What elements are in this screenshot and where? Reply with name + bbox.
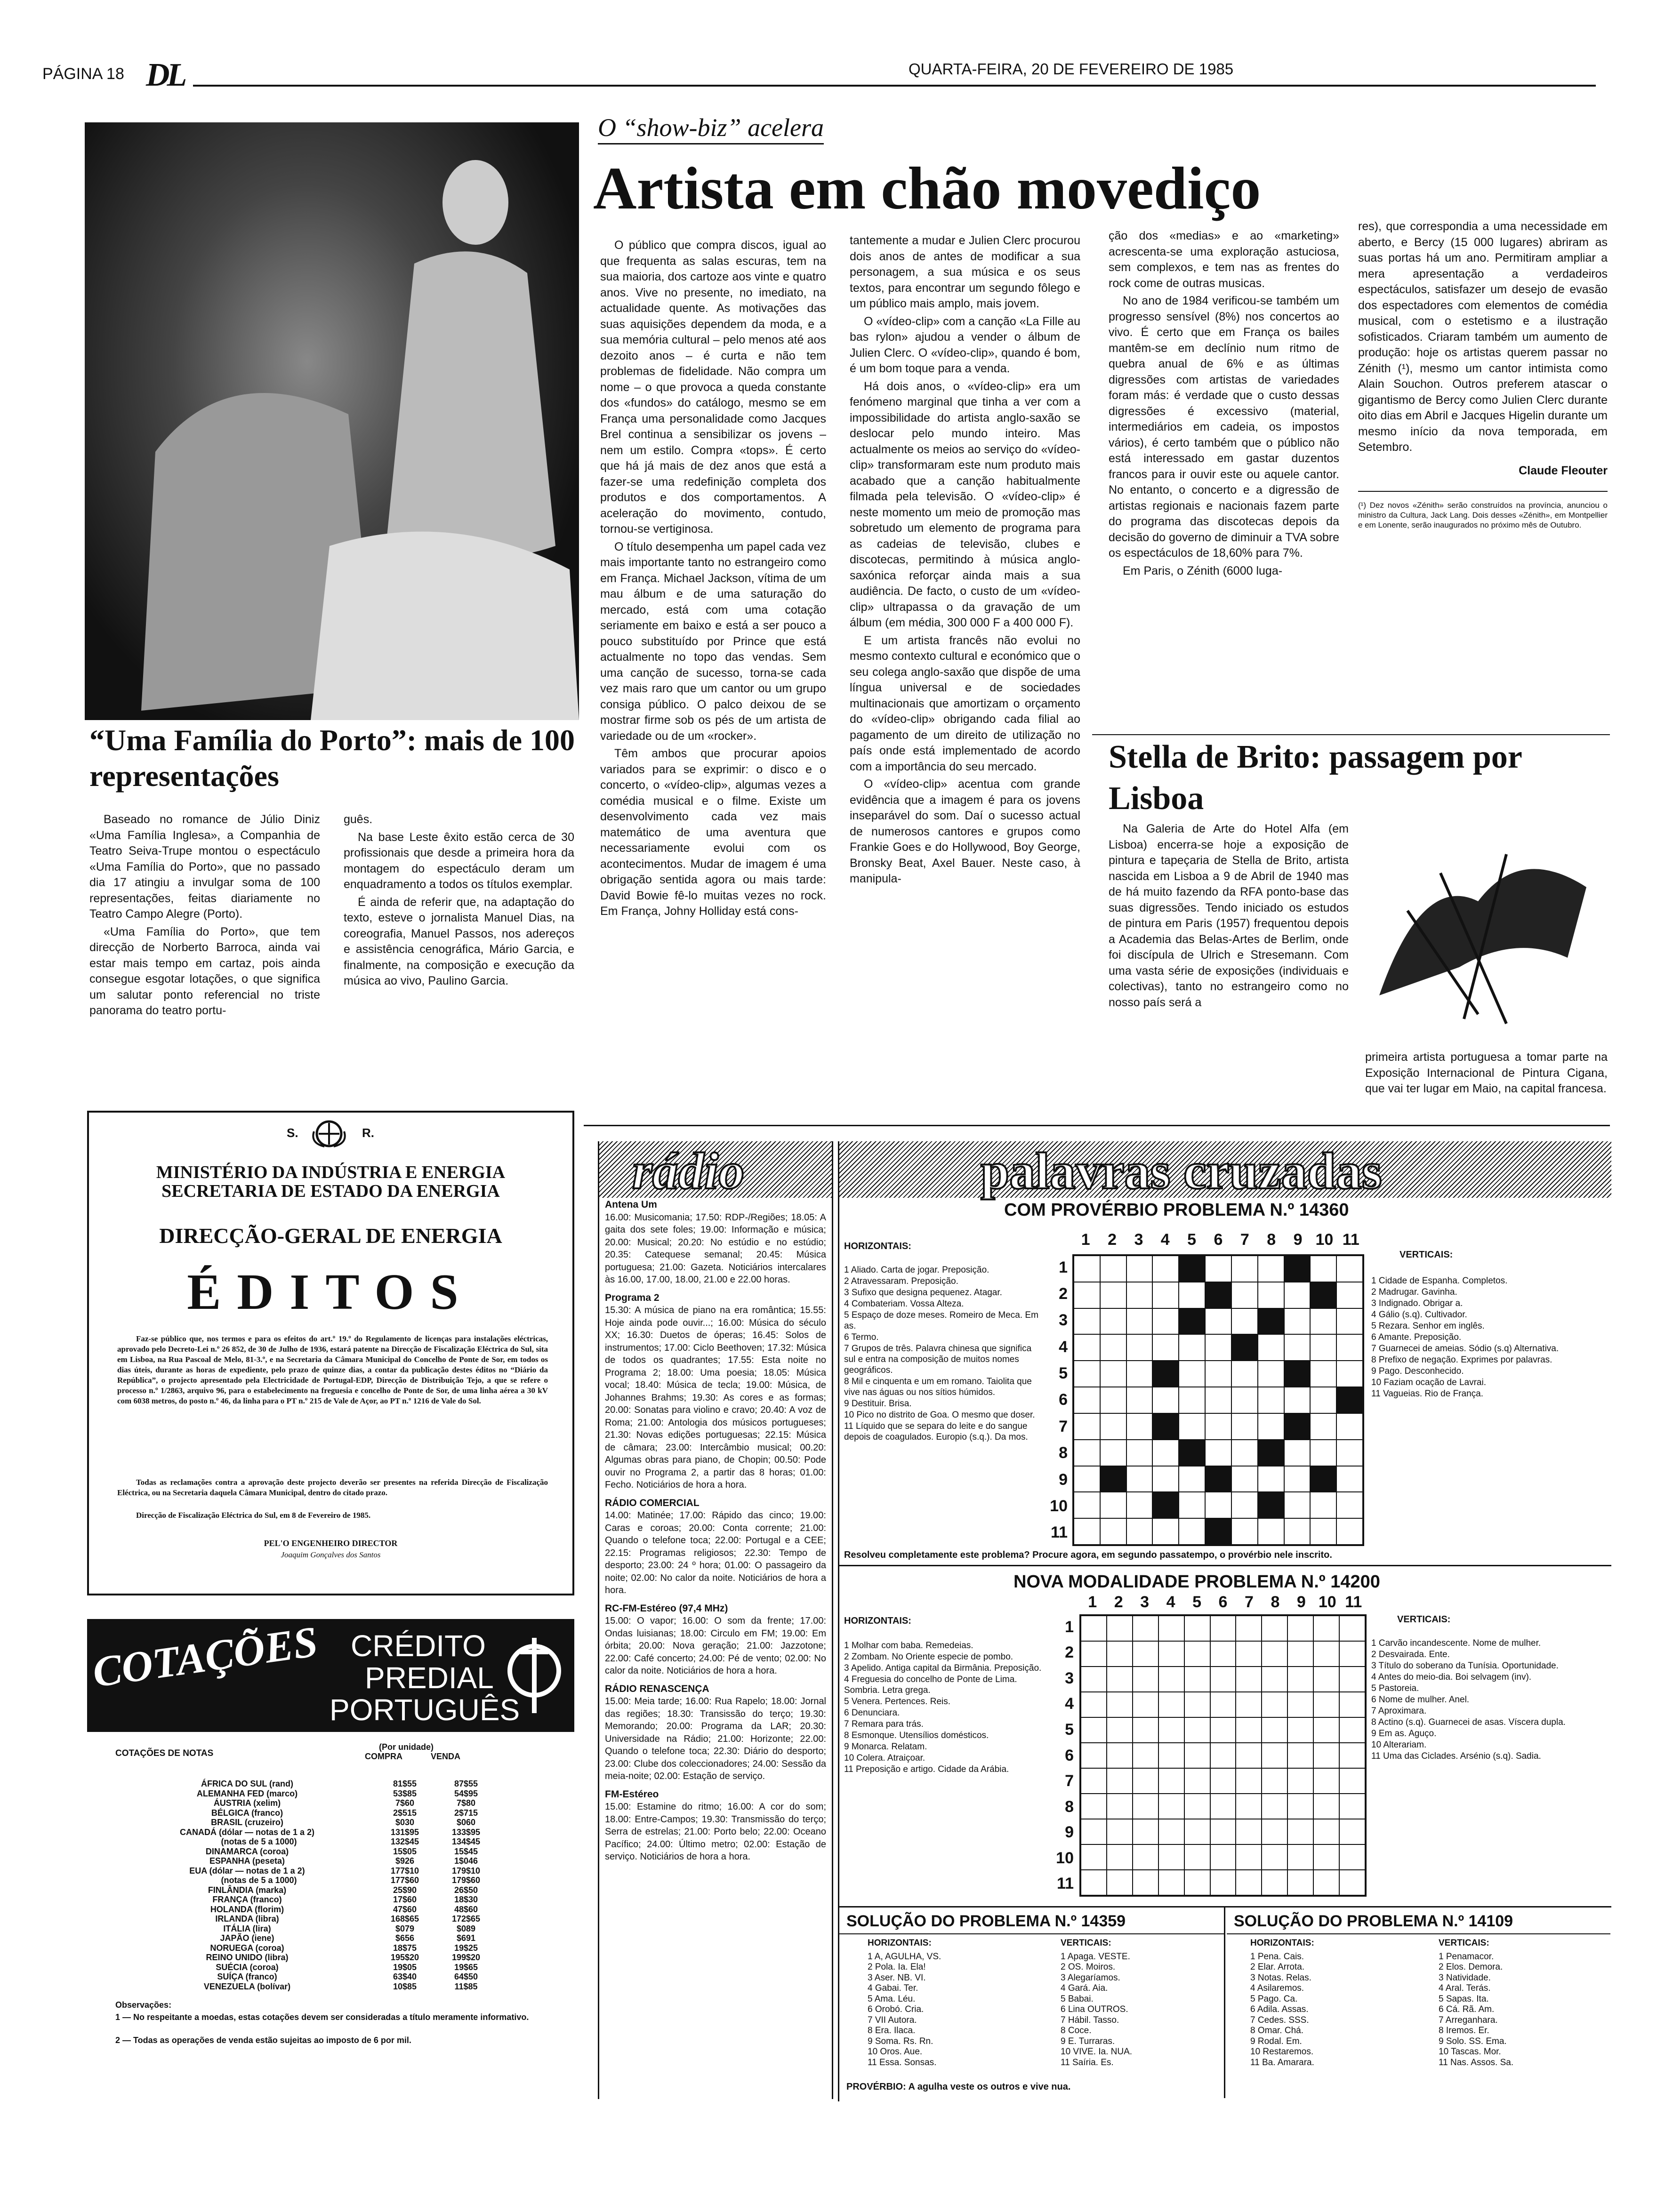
clue: 9 Em as. Aguço. — [1371, 1729, 1437, 1739]
page-header — [42, 56, 1610, 94]
solution1-down — [1061, 1938, 1221, 2068]
clue: 11 Preposição e artigo. Cidade da Arábia. — [844, 1764, 1009, 1774]
clue: 1 Aliado. Carta de jogar. Preposição. — [844, 1265, 989, 1275]
solution-line: 2 OS. Moiros. — [1061, 1962, 1116, 1972]
newspaper-logo: DL — [146, 57, 185, 93]
paragraph: O título desempenha um papel cada vez mais importante tanto no estrangeiro como em França. Michael Jackson, vítima de um mau álbum e de uma saturação do mercado, está com uma cotação seriamente em baixo e está a ser pouco a pouco substituído por Prince que está actualmente no topo das vendas. Sem uma canção de sucesso, torna-se cada vez mais raro que um cantor ou um grupo consiga público. O palco deixou de se mostrar firme sob os pés de um artista de variedade ou de um «rocker». — [600, 540, 826, 743]
cotacoes-unit: (Por unidade) — [379, 1742, 434, 1752]
table-row: JAPÃO (iene) $656 $691 — [220, 1933, 476, 1943]
solution2-title: SOLUÇÃO DO PROBLEMA N.º 14109 — [1234, 1912, 1513, 1930]
table-row: ITÁLIA (lira) $079 $089 — [223, 1923, 476, 1933]
directorate-name: DIRECÇÃO-GERAL DE ENERGIA — [159, 1224, 502, 1248]
solution-line: 3 Aser. NB. VI. — [868, 1972, 926, 1983]
paragraph: É ainda de referir que, na adaptação do texto, esteve o jornalista Manuel Dias, na coreografia, Manuel Passos, nos adereços e assistência cenográfica, Mário Garcia, e finalmente, na composição e execução da música ao vivo, Paulino Garcia. — [344, 895, 574, 987]
solution-line: 3 Natividade. — [1439, 1972, 1491, 1983]
solution-line: 11 Essa. Sonsas. — [868, 2057, 937, 2068]
seal-right: R. — [362, 1126, 374, 1140]
paragraph: O público que compra discos, igual ao que frequenta as salas escuras, tem na sua maioria, dos cartoze aos vinte e quatro anos. Vive no presente, no imediato, na actualidade quente. As motivações das suas aquisições dependem da moda, e a sua memória cultural – pelo menos até aos dezoito anos – é curta e não tem problemas de fidelidade. Não compra um nome – o que provoca a queda constante dos «fundos» do catálogo, mesmo se em França uma personalidade como Jacques Brel continua a sensibilizar os jovens – nem um estilo. Compra «tops». É certo que há já mais de dez anos que está a fazer-se uma redefinição completa dos produtos e dos comportamentos. A aceleração do movimento, contudo, tornou-se vertiginosa. — [600, 239, 826, 536]
solution-line: 2 Pola. Ia. Ela! — [868, 1962, 926, 1972]
clue: 7 Aproximara. — [1371, 1706, 1427, 1716]
clue: 4 Combateriam. Vossa Alteza. — [844, 1299, 964, 1309]
solution-line: 8 Omar. Chá. — [1250, 2026, 1303, 2036]
clue: 1 Cidade de Espanha. Completos. — [1371, 1276, 1508, 1286]
paragraph: E um artista francês não evolui no mesmo contexto cultural e económico que o seu colega anglo-saxão que dispõe de uma língua universal e de sociedades multinacionais que amortizam o orçamento do «vídeo-clip» obrigando cada filial ao pagamento de um direito de utilização no país onde está implementado de acordo com a importância do seu mercado. — [850, 633, 1080, 773]
solution-rule — [839, 1933, 1224, 1934]
cotacoes-banner — [87, 1619, 574, 1732]
table-row: NORUEGA (coroa) 18$75 19$25 — [210, 1943, 478, 1953]
station-schedule: 15.30: A música de piano na era romântica; 15.55: Hoje ainda pode ouvir...; 16.00: Música do século XX; 16.30: Duetos de óperas; 16.45: Solos de instrumentos; 17.00: Ciclo Beethoven; 17.32: Música de todos os quadrantes; 17.55: Esta noite no Programa 2; 18.00: Uma poesia; 18.05: Música vocal; 18.40: Música de tecla; 19.00: Música, de Johannes Brahms; 19.30: As cores e as formas; 20.00: Sonatas para violino e cravo; 20.40: A voz de Roma; 21.00: Antologia dos músicos portugueses; 21.30: Novas edições portuguesas; 22.15: Música de câmara; 23.00: Intercâmbio musical; 00.20: Algumas obras para piano, de Chopin; 00.50: Pode ouvir no Programa 2, a partir das 8 horas; 01.00: Fecho. Noticiários de hora a hora. — [605, 1305, 826, 1490]
puzzle1-across — [844, 1265, 1044, 1443]
solution-line: 5 Ama. Léu. — [868, 1994, 916, 2004]
crosswords-title: palavras cruzadas — [981, 1142, 1382, 1200]
solution-line: 8 Coce. — [1061, 2026, 1092, 2036]
article-separator — [1358, 491, 1608, 492]
solution-line: 3 Notas. Relas. — [1250, 1972, 1311, 1983]
clue: 7 Guarnecei de ameias. Sódio (s.q) Alternativa. — [1371, 1344, 1559, 1354]
solution-line: 11 Ba. Amarara. — [1250, 2057, 1314, 2068]
table-row: SUÍÇA (franco) 63$40 64$50 — [217, 1972, 478, 1981]
table-row: ÁFRICA DO SUL (rand) 81$55 87$55 — [201, 1779, 478, 1788]
clue: 4 Gálio (s.q). Cultivador. — [1371, 1310, 1467, 1320]
paragraph: «Uma Família do Porto», que tem direcção de Norberto Barroca, ainda vai estar mais tempo em cartaz, pois ainda consegue esgotar lotações, o que significa um salutar ponto referencial no triste panorama do teatro portu- — [89, 925, 320, 1017]
paragraph: ção dos «medias» e ao «marketing» acrescenta-se uma exploração astuciosa, sem complexos, e tem nas as frentes do rock come de outras musicas. — [1109, 229, 1339, 290]
table-row: VENEZUELA (bolívar) 10$85 11$85 — [203, 1981, 478, 1991]
stella-col1 — [1109, 821, 1349, 1012]
clue: 3 Título do soberano da Tunísia. Oportunidade. — [1371, 1661, 1559, 1671]
clue: 7 Grupos de três. Palavra chinesa que significa sul e entra na composição de muitos nomes geográficos. — [844, 1344, 1032, 1375]
paragraph: O «vídeo-clip» acentua com grande evidência que a imagem é para os jovens inseparável do som. Daí o sucesso actual de numerosos cantores e grupos como Frankie Goes e do Hollywood, Boy George, Bronsky Beat, Axel Bauer. Neste caso, à manipula- — [850, 777, 1080, 885]
crosswords-banner — [839, 1141, 1611, 1198]
header-rule — [193, 85, 1596, 87]
solution-line: 4 Gabai. Ter. — [868, 1983, 918, 1993]
article-author: Claude Fleouter — [1519, 464, 1608, 477]
puzzle1-column-numbers: 1 2 3 4 5 6 7 8 9 10 11 — [1081, 1231, 1359, 1249]
solution-line: 4 Asilaremos. — [1250, 1983, 1304, 1993]
solution-line: 6 Adila. Assas. — [1250, 2004, 1309, 2014]
cotacoes-title: COTAÇÕES — [89, 1617, 321, 1697]
horizontal-rule — [584, 1125, 1610, 1126]
down-label: VERTICAIS: — [1439, 1938, 1489, 1948]
clue: 4 Antes do meio-dia. Boi selvagem (inv). — [1371, 1672, 1532, 1682]
table-row: (notas de 5 a 1000) 132$45 134$45 — [221, 1837, 481, 1846]
clue: 6 Amante. Preposição. — [1371, 1332, 1462, 1342]
clue: 9 Monarca. Relatam. — [844, 1742, 927, 1752]
abstract-painting — [1365, 817, 1601, 1038]
clue: 8 Mil e cinquenta e um em romano. Taiolita que vive nas águas ou nos sítios húmidos. — [844, 1377, 1032, 1397]
editos-claims: Todas as reclamações contra a aprovação deste projecto deverão ser presentes na referida Direcção de Fiscalização Eléctrica, ou na Secretaria daquela Câmara Municipal, dentro do citado prazo. — [117, 1478, 548, 1497]
clue: 5 Rezara. Senhor em inglês. — [1371, 1321, 1485, 1331]
paragraph: Na Galeria de Arte do Hotel Alfa (em Lisboa) encerra-se hoje a exposição de pintura e tapeçaria de Stella de Brito, artista nascida em Lisboa a 9 de Abril de 1940 mas de há muito fazendo da RFA ponto-base das suas digressões. Tendo iniciado os estudos de pintura em Paris (1957) frequentou depois a Academia das Belas-Artes de Berlim, onde foi discípula de Ulrich e Stresemann. Com uma vasta série de exposições (individuais e colectivas), tanto no estrangeiro como no nosso país será a — [1109, 822, 1349, 1009]
table-row: FRANÇA (franco) 17$60 18$30 — [212, 1895, 478, 1904]
paragraph: Têm ambos que procurar apoios variados para se exprimir: o disco e o concerto, o «vídeo-clip», algumas vezes a comédia musical e o filme. Existe um desenvolvimento cada vez mais matemático de uma aventura que necessariamente evolui com os acontecimentos. Mudar de imagem é uma obrigação sentida agora ou mais tarde: David Bowie fê-lo muitas vezes no rock. Em França, Johny Holliday está cons- — [600, 747, 826, 918]
solution-line: 6 Lina OUTROS. — [1061, 2004, 1128, 2014]
clue: 10 Faziam ocação de Lavrai. — [1371, 1378, 1486, 1387]
editos-notice — [87, 1111, 574, 1595]
table-row: EUA (dólar — notas de 1 a 2) 177$10 179$10 — [189, 1866, 481, 1875]
puzzle1-footer: Resolveu completamente este problema? Procure agora, em segundo passatempo, o provérbio nele inscrito. — [844, 1550, 1332, 1560]
down-label: VERTICAIS: — [1061, 1938, 1111, 1948]
painting-image — [1365, 817, 1601, 1038]
stella-col2 — [1365, 1050, 1608, 1099]
table-row: IRLANDA (libra) 168$65 172$65 — [215, 1914, 481, 1923]
table-row: (notas de 5 a 1000) 177$60 179$60 — [221, 1875, 481, 1885]
puzzle1-grid[interactable] — [1072, 1254, 1364, 1546]
table-row: SUÉCIA (coroa) 19$05 19$65 — [216, 1962, 478, 1972]
paragraph: guês. — [344, 813, 373, 826]
familia-col1 — [89, 812, 320, 1021]
clue: 2 Zombam. No Oriente especie de pombo. — [844, 1652, 1014, 1662]
clue: 6 Denunciara. — [844, 1708, 900, 1718]
paragraph: Em Paris, o Zénith (6000 luga- — [1123, 564, 1283, 577]
solution-line: 6 Orobó. Cria. — [868, 2004, 924, 2014]
table-row: ESPANHA (peseta) $926 1$046 — [209, 1856, 478, 1866]
table-row: CANADÁ (dólar — notas de 1 a 2) 131$95 133$95 — [179, 1827, 481, 1837]
clue: 8 Prefixo de negação. Exprimes por palavras. — [1371, 1355, 1552, 1365]
station-name: Programa 2 — [605, 1292, 660, 1303]
table-row: ALEMANHA FED (marco) 53$85 54$95 — [196, 1788, 478, 1798]
station-schedule: 16.00: Musicomania; 17.50: RDP-/Regiões; 18.05: A gaita dos sete foles; 19.00: Informação e música; 20.00: Musical; 20.20: No estúdio e no estúdio; 20.35: Catequese semanal; 20.45: Música portuguesa; 21.00: Gazeta. Noticiários intercalares às 16.00, 17.00, 18.00, 21.00 e 22.00 horas. — [605, 1212, 826, 1285]
clue: 1 Molhar com baba. Remedeias. — [844, 1641, 973, 1651]
solution-line: 1 A, AGULHA, VS. — [868, 1951, 941, 1962]
station-schedule: 15.00: Meia tarde; 16.00: Rua Rapelo; 18.00: Jornal das regiões; 18.30: Transissão do terço; 19.30: Memorando; 20.00: Programa da LAR; 20.30: Universidade na Rádio; 21.00: Horizonte; 22.00: Quando o telefone toca; 22.30: Diário do desporto; 23.00: Clube dos coleccionadores; 24.00: Sessão da meia-noite; 02.00: Estação de serviço. — [605, 1696, 826, 1781]
radio-title: rádio — [632, 1142, 745, 1200]
clue: 3 Apelido. Antiga capital da Birmânia. Preposição. — [844, 1663, 1042, 1673]
bank-name-line2: PREDIAL — [365, 1661, 494, 1695]
buy-header: COMPRA — [365, 1752, 402, 1761]
station-schedule: 15.00: Estamine do ritmo; 16.00: A cor do som; 18.00: Entre-Campos; 19.30: Transmissão do terço; Serra de estrelas; 21.00: Porto belo; 22.00: Oceano Pacífico; 24.00: Último metro; 02.00: Estação de serviço. Noticiários de hora a hora. — [605, 1802, 826, 1862]
radio-box — [598, 1141, 833, 2099]
puzzle2-column-numbers: 1 2 3 4 5 6 7 8 9 10 11 — [1088, 1593, 1362, 1611]
showbiz-col1 — [600, 238, 826, 922]
clue: 3 Indignado. Obrigar a. — [1371, 1298, 1463, 1308]
paragraph: O «vídeo-clip» com a canção «La Fille au bas rylon» ajudou a vender o álbum de Julien Clerc. O «vídeo-clip», quando é bom, é um bom toque para a venda. — [850, 314, 1080, 375]
radio-listings — [605, 1199, 826, 1866]
station-schedule: 15.00: O vapor; 16.00: O som da frente; 17.00: Ondas luisianas; 18.00: Circulo em FM; 19.00: Em órbita; 20.00: Nova geração; 21.00: Jazzotone; 22.00: Café concerto; 24.00: Pé de vento; 02.00: No calor da noite. Noticiários de hora a hora. — [605, 1616, 826, 1676]
solution-line: 9 Soma. Rs. Rn. — [868, 2036, 933, 2046]
puzzle2-down — [1371, 1638, 1607, 1762]
ministry-name: MINISTÉRIO DA INDÚSTRIA E ENERGIA — [156, 1162, 506, 1182]
solution-line: 9 Rodal. Em. — [1250, 2036, 1302, 2046]
notes-title: Observações: — [115, 2000, 172, 2010]
performers-silhouette — [85, 122, 579, 720]
seal-left: S. — [287, 1126, 298, 1140]
clue: 11 Uma das Ciclades. Arsénio (s.q). Sadia. — [1371, 1751, 1541, 1761]
cotacoes-table-title: COTAÇÕES DE NOTAS — [115, 1748, 214, 1758]
familia-col2 — [344, 812, 574, 991]
note-1: 1 — No respeitante a moedas, estas cotações devem ser consideradas a título meramente informativo. — [115, 2012, 529, 2022]
station-name: RÁDIO COMERCIAL — [605, 1497, 700, 1508]
cotacoes-box — [87, 1619, 574, 2123]
puzzle-divider — [839, 1565, 1611, 1566]
solution-line: 8 Era. Ilaca. — [868, 2026, 916, 2036]
solution-line: 7 Arreganhara. — [1439, 2015, 1498, 2025]
paragraph: Baseado no romance de Júlio Diniz «Uma Família Inglesa», a Companhia de Teatro Seiva-Trupe montou o espectáculo «Uma Família do Porto», que no passado dia 17 atingiu a invulgar soma de 100 representações, feitas diariamente no Teatro Campo Alegre (Porto). — [89, 813, 320, 921]
puzzle1-down-label: VERTICAIS: — [1400, 1250, 1453, 1260]
table-row: BÉLGICA (franco) 2$515 2$715 — [211, 1808, 478, 1818]
solution-line: 2 Elos. Demora. — [1439, 1962, 1503, 1972]
puzzle2-across — [844, 1640, 1051, 1775]
bank-name-line1: CRÉDITO — [351, 1629, 486, 1663]
clue: 6 Nome de mulher. Anel. — [1371, 1695, 1470, 1705]
across-label: HORIZONTAIS: — [1250, 1938, 1314, 1948]
clue: 1 Carvão incandescente. Nome de mulher. — [1371, 1638, 1541, 1648]
puzzle1-row-numbers: 1 2 3 4 5 6 7 8 9 10 11 — [1050, 1258, 1068, 1542]
bank-logo-icon — [506, 1633, 563, 1718]
solution-line: 5 Babai. — [1061, 1994, 1094, 2004]
paragraph: tantemente a mudar e Julien Clerc procurou dois anos de antes de modificar a sua personagem, a sua música e os seus textos, para encontrar um segundo fôlego e um público mais amplo, mais jovem. — [850, 234, 1080, 310]
table-row: BRASIL (cruzeiro) $030 $060 — [211, 1818, 476, 1827]
clue: 11 Líquido que se separa do leite e do sangue depois de coagulados. Europio (s.q.). Da mos. — [844, 1421, 1028, 1442]
solution-line: 9 E. Turraras. — [1061, 2036, 1115, 2046]
solution-line: 7 Cedes. SSS. — [1250, 2015, 1309, 2025]
republic-seal-icon — [310, 1117, 348, 1150]
clue: 8 Esmonque. Utensílios domésticos. — [844, 1731, 989, 1740]
puzzle2-down-label: VERTICAIS: — [1397, 1614, 1451, 1625]
clue: 10 Pico no distrito de Goa. O mesmo que doser. — [844, 1410, 1035, 1420]
signatory-name: Joaquim Gonçalves dos Santos — [281, 1550, 381, 1559]
page-number: PÁGINA 18 — [42, 65, 124, 83]
puzzle1-title: COM PROVÉRBIO PROBLEMA N.º 14360 — [1004, 1200, 1349, 1220]
puzzle2-across-label: HORIZONTAIS: — [844, 1616, 911, 1626]
solution-rule — [1227, 1933, 1610, 1934]
puzzle2-grid[interactable] — [1079, 1614, 1367, 1897]
clue: 5 Venera. Pertences. Reis. — [844, 1697, 951, 1707]
puzzle1-down — [1371, 1275, 1607, 1400]
column-rule — [1092, 734, 1610, 735]
editos-title: ÉDITOS — [187, 1264, 475, 1320]
clue: 8 Actino (s.q). Guarnecei de asas. Víscera dupla. — [1371, 1717, 1566, 1727]
solution-line: 4 Aral. Terás. — [1439, 1983, 1491, 1993]
solution-line: 1 Pena. Cais. — [1250, 1951, 1304, 1962]
solution-line: 7 VII Autora. — [868, 2015, 917, 2025]
crosswords-box — [838, 1141, 1610, 2101]
paragraph: primeira artista portuguesa a tomar parte na Exposição Internacional de Pintura Cigana, que vai ter lugar em Maio, na capital francesa. — [1365, 1050, 1608, 1095]
solution-line: 8 Iremos. Er. — [1439, 2026, 1489, 2036]
table-row: DINAMARCA (coroa) 15$05 15$45 — [205, 1846, 478, 1856]
solution-line: 1 Penamacor. — [1439, 1951, 1494, 1962]
showbiz-kicker: O “show-biz” acelera — [598, 113, 824, 144]
cotacoes-table — [120, 1779, 497, 1991]
puzzle1-across-label: HORIZONTAIS: — [844, 1241, 911, 1251]
solution1-box — [839, 1907, 1225, 2098]
table-row: HOLANDA (florim) 47$60 48$60 — [210, 1904, 478, 1914]
paragraph: Na base Leste êxito estão cerca de 30 profissionais que desde a primeira hora da montagem do espectáculo deram um enquadramento a todos os títulos exemplar. — [344, 830, 574, 891]
clue: 5 Pastoreia. — [1371, 1683, 1419, 1693]
solution-line: 10 Restaremos. — [1250, 2047, 1314, 2057]
solution-line: 9 Solo. SS. Ema. — [1439, 2036, 1507, 2046]
solution-line: 5 Sapas. Ita. — [1439, 1994, 1489, 2004]
clue: 10 Colera. Atraiçoar. — [844, 1753, 925, 1763]
station-schedule: 14.00: Matinée; 17.00: Rápido das cinco; 19.00: Caras e coroas; 20.00: Conta corrente; 21.00: Quando o telefone toca; 22.00: Portugal e a CEE; 22.15: Programas religiosos; 22.30: Tempo de desporto; 23.00: 24 º hora; 01.00: O passageiro da noite; 02.00: No calor da noite. Noticiários de hora a hora. — [605, 1510, 826, 1595]
across-label: HORIZONTAIS: — [868, 1938, 932, 1948]
clue: 10 Alterariam. — [1371, 1740, 1427, 1750]
clue: 6 Termo. — [844, 1332, 879, 1342]
clue: 5 Espaço de doze meses. Romeiro de Meca. Em as. — [844, 1310, 1038, 1331]
issue-date: QUARTA-FEIRA, 20 DE FEVEREIRO DE 1985 — [909, 60, 1234, 78]
sell-header: VENDA — [431, 1752, 461, 1761]
note-2: 2 — Todas as operações de venda estão sujeitas ao imposto de 6 por mil. — [115, 2036, 411, 2045]
bank-name-line3: PORTUGUÊS — [330, 1693, 520, 1727]
station-name: FM-Estéreo — [605, 1788, 659, 1800]
paragraph: res), que correspondia a uma necessidade em aberto, e Bercy (15 000 lugares) abriram as suas portas há um ano. Permitiram ampliar a mera apresentação a verdadeiros espectáculos, satisfazer um desejo de evasão dos espectadores com elementos de comédia musical, com o estetismo e a ilustração sofisticados. Criaram também um aumento de produção: hoje os artistas querem passar no Zénith (¹), mesmo um cantor intimista como Alain Souchon. Outros preferem atascar o gigantismo de Bercy como Julien Clerc durante oito dias em Abril e Jacques Higelin durante um mesmo início da nova temporada, em Setembro. — [1358, 220, 1608, 454]
paragraph: No ano de 1984 verificou-se também um progresso sensível (8%) nos concertos ao vivo. É certo que em França os bailes mantêm-se em declínio num ritmo de quebra anual de 6% e as últimas digressões com artistas de variedades foram más: é verdade que o custo dessas digressões é excessivo (material, intermediários em cadeia, os impostos vários), é certo também que o público não está interessado em gastar duzentos francos para ir ouvir este ou aquele cantor. No entanto, o concerto e a digressão de artistas regionais e nacionais fazem parte do programa das discotecas depois da decisão do governo de diminuir a TVA sobre os espectáculos de 18,60% para 7%. — [1109, 294, 1339, 560]
paragraph: Há dois anos, o «vídeo-clip» era um fenómeno marginal que tinha a ver com a impossibilidade do artista anglo-saxão se deslocar pelo mundo inteiro. Mas actualmente os meios ao serviço do «vídeo-clip» transformaram este num produto mais acabado que a canção habitualmente filmada pela televisão. O «vídeo-clip» é neste momento um meio de promoção mas sobretudo um elemento de programa para as cadeias de televisão, clubes e discotecas, permitindo à música anglo-saxónica reforçar ainda mais a sua audiência. De facto, o custo de um «vídeo-clip» ultrapassa o da gravação de um álbum (em média, 300 000 F a 400 000 F). — [850, 379, 1080, 629]
clue: 11 Vagueias. Rio de França. — [1371, 1389, 1483, 1399]
table-row: ÁUSTRIA (xelim) 7$60 7$80 — [213, 1798, 476, 1808]
solution2-box — [1227, 1907, 1610, 2098]
solution-line: 11 Nas. Assos. Sa. — [1439, 2057, 1514, 2068]
proverb-line: PROVÉRBIO: A agulha veste os outros e vive nua. — [846, 2082, 1071, 2092]
solution-line: 3 Alegaríamos. — [1061, 1972, 1120, 1983]
solution-line: 1 Apaga. VESTE. — [1061, 1951, 1130, 1962]
solution2-across — [1250, 1938, 1420, 2068]
familia-headline: “Uma Família do Porto”: mais de 100 representações — [89, 723, 575, 793]
theatre-photo — [85, 122, 579, 720]
solution-line: 5 Pago. Ca. — [1250, 1994, 1298, 2004]
clue: 2 Atravessaram. Preposição. — [844, 1276, 958, 1286]
station-name: RC-FM-Estéreo (97,4 MHz) — [605, 1603, 728, 1614]
article-footnote: (¹) Dez novos «Zénith» serão construídos na província, anunciou o ministro da Cultura, Jack Lang. Dois desses «Zénith», em Montpellier e em Lonente, serão inaugurados no próximo mês de Outubro. — [1358, 501, 1608, 529]
secretariat-name: SECRETARIA DE ESTADO DA ENERGIA — [161, 1181, 500, 1201]
showbiz-headline: Artista em chão movediço — [593, 155, 1261, 222]
showbiz-col2 — [850, 233, 1080, 889]
solution-line: 11 Saíria. Es. — [1061, 2057, 1114, 2068]
station-name: RÁDIO RENASCENÇA — [605, 1683, 709, 1694]
clue: 2 Desvairada. Ente. — [1371, 1650, 1450, 1659]
editos-date: Direcção de Fiscalização Eléctrica do Sul, em 8 de Fevereiro de 1985. — [136, 1511, 371, 1520]
stella-headline: Stella de Brito: passagem por Lisboa — [1109, 739, 1522, 817]
clue: 7 Remara para trás. — [844, 1719, 924, 1729]
signatory-title: PEL'O ENGENHEIRO DIRECTOR — [264, 1539, 398, 1548]
puzzle2-title: NOVA MODALIDADE PROBLEMA N.º 14200 — [1014, 1572, 1380, 1592]
solution-line: 10 Tascas. Mor. — [1439, 2047, 1501, 2057]
solution1-across — [868, 1938, 1037, 2068]
solution-line: 7 Hábil. Tasso. — [1061, 2015, 1119, 2025]
radio-banner — [599, 1141, 832, 1198]
solution-line: 2 Elar. Arrota. — [1250, 1962, 1305, 1972]
clue: 9 Pago. Desconhecido. — [1371, 1366, 1464, 1376]
solution-line: 10 VIVE. Ia. NUA. — [1061, 2047, 1133, 2057]
puzzle2-row-numbers: 1 2 3 4 5 6 7 8 9 10 11 — [1056, 1618, 1074, 1893]
solution-line: 6 Cá. Rã. Am. — [1439, 2004, 1495, 2014]
clue: 9 Destituir. Brisa. — [844, 1399, 912, 1409]
showbiz-col4 — [1358, 219, 1608, 532]
editos-body: Faz-se público que, nos termos e para os efeitos do art.º 19.º do Regulamento de licenças para instalações eléctricas, aprovado pelo Decreto-Lei n.º 26 852, de 30 de Julho de 1936, estará patente na Direcção de Fiscalização Eléctrica do Sul, sita em Lisboa, na Rua Pascoal de Melo, 81-3.º, e na Secretaria da Câmara Municipal do Concelho de Ponte de Sor, em todos os dias úteis, durante as horas de expediente, pelo prazo de quinze dias, a contar da publicação destes éditos no “Diário da República”, o projecto apresentado pela Electricidade de Portugal-EDP, Direcção de Distribuição Tejo, a que se refere o processo n.º 1/2863, arquivo 96, para o estabelecimento na freguesia e concelho de Ponte de Sor, de uma linha aérea a 30 kV com 6038 metros, do posto n.º 46, da linha para o PT n.º 215 de Vale de Açor, ao PT n.º 1216 de Vale do Sol. — [117, 1334, 548, 1405]
station-name: Antena Um — [605, 1199, 657, 1210]
clue: 2 Madrugar. Gavinha. — [1371, 1287, 1457, 1297]
clue: 3 Sufixo que designa pequenez. Atagar. — [844, 1288, 1002, 1298]
clue: 4 Freguesia do concelho de Ponte de Lima. Sombria. Letra grega. — [844, 1675, 1017, 1695]
solution2-down — [1439, 1938, 1603, 2068]
solution1-title: SOLUÇÃO DO PROBLEMA N.º 14359 — [846, 1912, 1126, 1930]
table-row: FINLÂNDIA (marka) 25$90 26$50 — [208, 1885, 478, 1895]
solution-line: 10 Oros. Aue. — [868, 2047, 923, 2057]
showbiz-col3 — [1109, 228, 1339, 581]
solution-line: 4 Gará. Aia. — [1061, 1983, 1108, 1993]
table-row: REINO UNIDO (libra) 195$20 199$20 — [206, 1953, 481, 1962]
